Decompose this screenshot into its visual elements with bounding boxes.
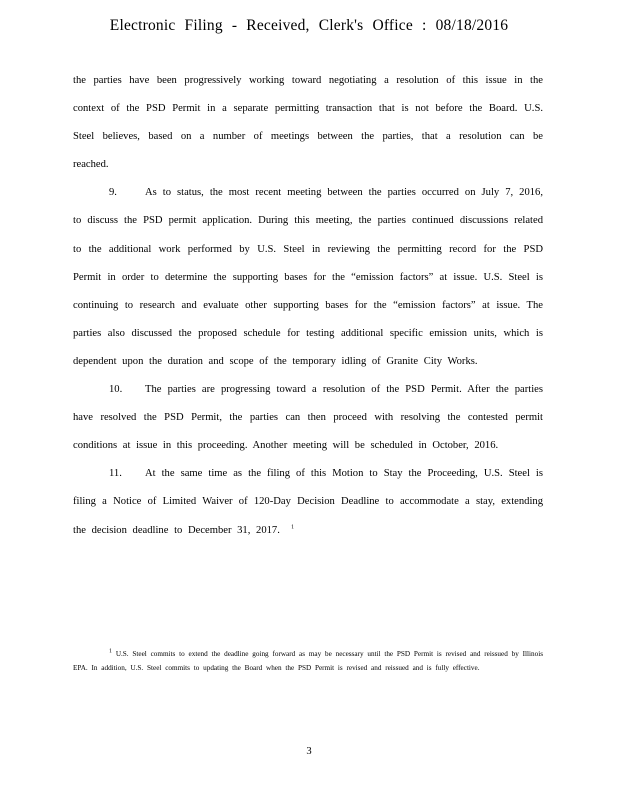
paragraph-text: As to status, the most recent meeting between the parties occurred on July 7, 2016, to discuss the PSD permit application. During this meeting, the parties continued discussions related to the additional work performed by U.S. Steel in reviewing the permitting record for the PSD Permit in order to determine the supporting bases for the “emission factors” at issue. U.S. Steel is continuing to research and evaluate other supporting bases for the “emission factors” at issue. The parties also discussed the proposed schedule for testing additional specific emission units, which is dependent upon the duration and scope of the temporary idling of Granite City Works.: [73, 187, 543, 367]
footnote-reference[interactable]: 1: [291, 523, 295, 530]
footnote-paragraph: [73, 648, 543, 675]
footnote-marker: 1: [109, 648, 112, 655]
paragraph-number: 11.: [109, 468, 122, 480]
paragraph-10: [73, 376, 543, 460]
footnote-text: U.S. Steel commits to extend the deadline going forward as may be necessary until the PSD Permit is revised and reissued by Illinois EPA. In addition, U.S. Steel commits to updating the Board when the PSD Permit is revised and reissued and is fully effective.: [73, 650, 543, 672]
paragraph-continued: [73, 67, 543, 179]
filing-header: Electronic Filing - Received, Clerk's Office : 08/18/2016: [109, 17, 509, 34]
paragraph-text: The parties are progressing toward a resolution of the PSD Permit. After the parties have resolved the PSD Permit, the parties can then proceed with resolving the contested permit conditions at issue in this proceeding. Another meeting will be scheduled in October, 2016.: [73, 384, 543, 452]
footnote: [73, 648, 543, 675]
paragraph-9: [73, 179, 543, 376]
paragraph-text: the parties have been progressively working toward negotiating a resolution of this issue in the context of the PSD Permit in a separate permitting transaction that is not before the Board. U.S. Steel believes, based on a number of meetings between the parties, that a resolution can be reached.: [73, 75, 543, 171]
paragraph-11: [73, 460, 543, 544]
paragraph-number: 10.: [109, 384, 123, 396]
body-text: [73, 67, 543, 545]
paragraph-number: 9.: [109, 187, 117, 199]
page-number: 3: [306, 746, 312, 757]
paragraph-text: At the same time as the filing of this Motion to Stay the Proceeding, U.S. Steel is filing a Notice of Limited Waiver of 120-Day Decision Deadline to accommodate a stay, extending the decision deadline to December 31, 2017.: [73, 468, 543, 536]
